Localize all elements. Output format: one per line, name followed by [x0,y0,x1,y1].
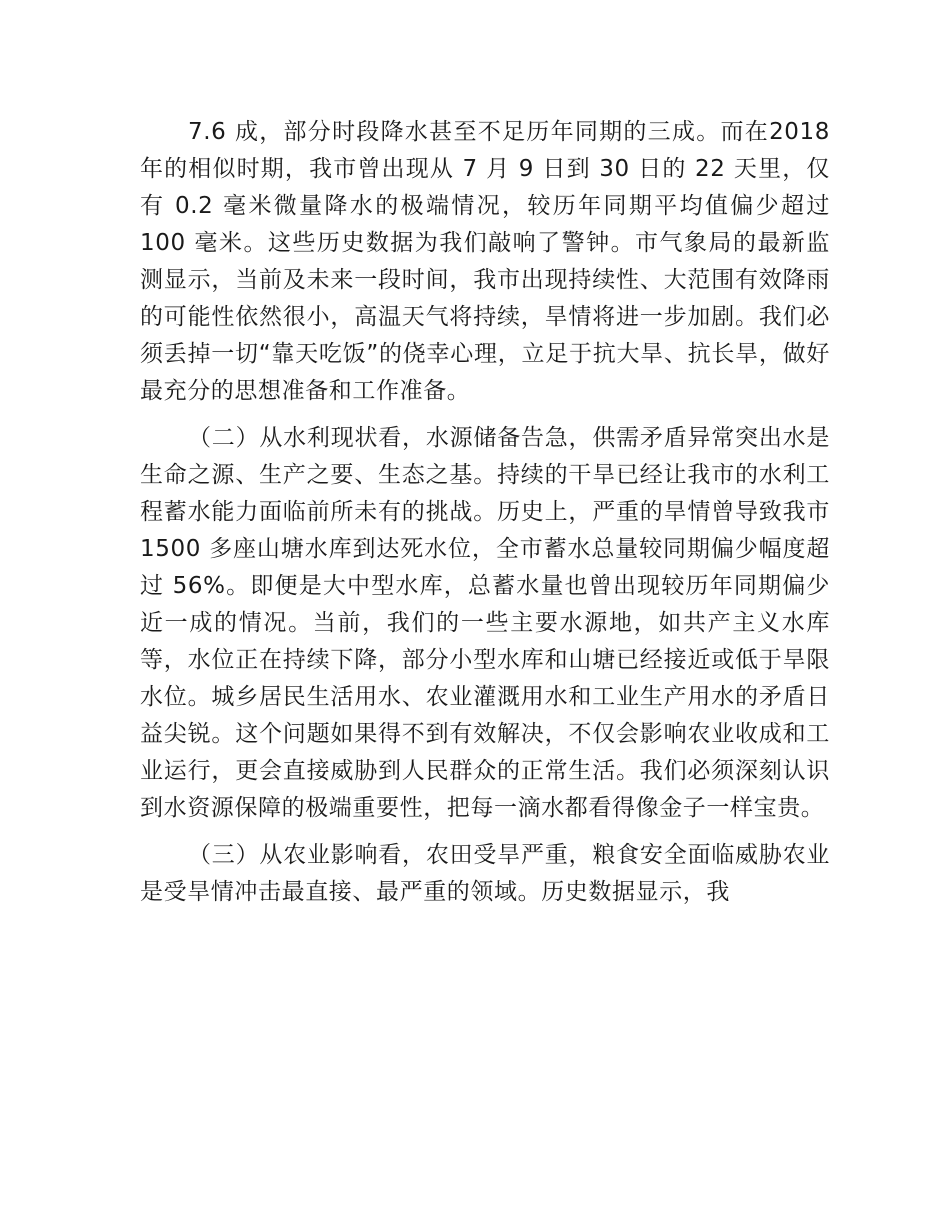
paragraph-2-text: 水是生命之源、生产之要、生态之基。持续的干旱已经让我市的水利工程蓄水能力面临前所未有的挑战。历史上，严重的旱情曾导致我市 1500 多座山塘水库到达死水位，全市蓄水总量较同期偏少幅度超过 56%。即便是大中型水库，总蓄水量也曾出现较历年同期偏少近一成的情况。当前，我们的一些主要水源地，如共产主义水库等，水位正在持续下降，部分小型水库和山塘已经接近或低于旱限水位。城乡居民生活用水、农业灌溉用水和工业生产用水的矛盾日益尖锐。这个问题如果得不到有效解决，不仅会影响农业收成和工业运行，更会直接威胁到人民群众的正常生活。我们必须深刻认识到水资源保障的极端重要性，把每一滴水都看得像金子一样宝贵。 [140,425,831,821]
paragraph-3 [140,837,830,911]
paragraph-1 [140,114,830,410]
section-3-heading: （三）从农业影响看，农田受旱严重，粮食安全面临威胁 [188,842,783,868]
paragraph-2 [140,420,830,827]
section-2-heading: （二）从水利现状看，水源储备告急，供需矛盾异常突出 [188,425,783,451]
document-body [140,114,830,911]
paragraph-3-text: 农业是受旱情冲击最直接、最严重的领域。历史数据显示，我 [140,842,831,905]
paragraph-1-text: 7.6 成，部分时段降水甚至不足历年同期的三成。而在2018 年的相似时期，我市曾出现从 7 月 9 日到 30 日的 22 天里，仅有 0.2 毫米微量降水的极端情况，较历年同期平均值偏少超过 100 毫米。这些历史数据为我们敲响了警钟。市气象局的最新监测显示，当前及未来一段时间，我市出现持续性、大范围有效降雨的可能性依然很小，高温天气将持续，旱情将进一步加剧。我们必须丢掉一切“靠天吃饭”的侥幸心理，立足于抗大旱、抗长旱，做好最充分的思想准备和工作准备。 [140,119,830,404]
